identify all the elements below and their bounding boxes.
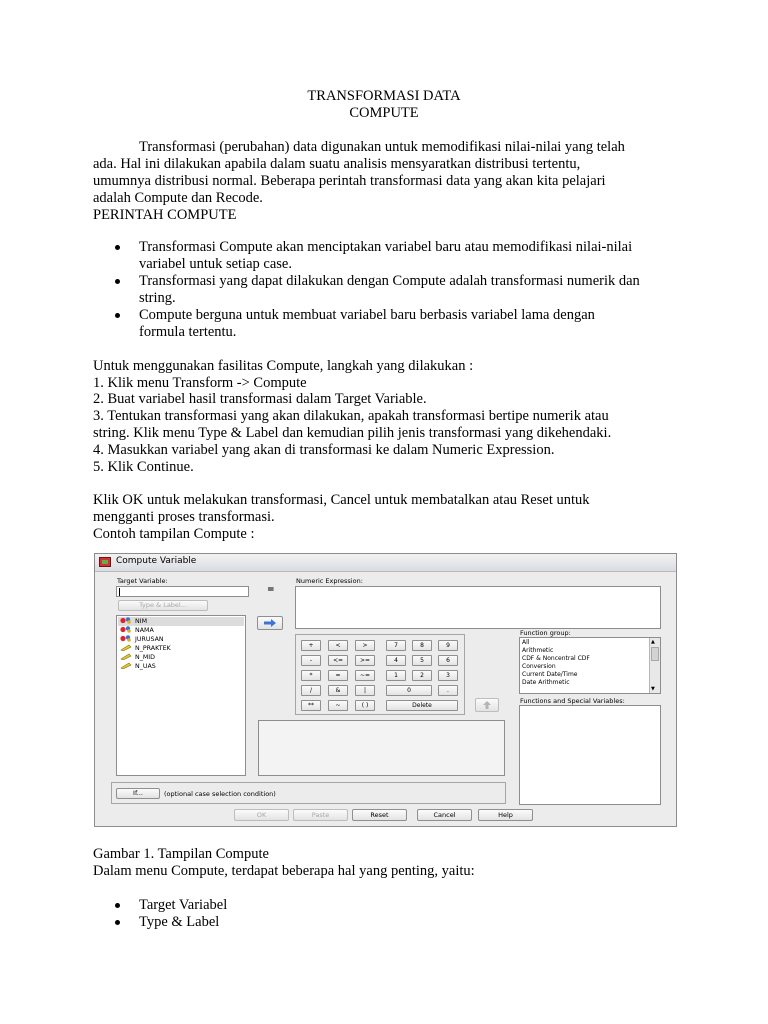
closing-line-1: Klik OK untuk melakukan transformasi, Cancel untuk membatalkan atau Reset untuk	[93, 492, 590, 508]
function-group-item[interactable]: Current Date/Time	[522, 671, 578, 678]
key-4[interactable]: 4	[386, 655, 406, 666]
key-decimal[interactable]: .	[438, 685, 458, 696]
text-cursor	[119, 588, 120, 596]
spss-app-icon	[99, 557, 111, 567]
page-title: TRANSFORMASI DATA	[307, 88, 461, 104]
function-group-item[interactable]: All	[522, 639, 530, 646]
key-5[interactable]: 5	[412, 655, 432, 666]
bullet-3-line-1: Compute berguna untuk membuat variabel baru berbasis variabel lama dengan	[139, 307, 595, 323]
key-greater-equal[interactable]: >=	[355, 655, 375, 666]
scroll-up-icon[interactable]: ▲	[651, 639, 655, 645]
bullet-2-line-2: string.	[139, 290, 176, 306]
bullet-dot	[115, 920, 120, 925]
variable-item[interactable]	[120, 644, 171, 653]
dialog-titlebar	[95, 554, 676, 572]
key-1[interactable]: 1	[386, 670, 406, 681]
step-3-line-2: string. Klik menu Type & Label dan kemudian pilih jenis transformasi yang dikehendaki.	[93, 425, 612, 441]
variable-item[interactable]	[120, 635, 164, 644]
bullet-dot	[115, 279, 120, 284]
intro-line-4: adalah Compute dan Recode.	[93, 190, 263, 206]
key-2[interactable]: 2	[412, 670, 432, 681]
key-less-equal[interactable]: <=	[328, 655, 348, 666]
variable-item[interactable]	[120, 653, 155, 662]
bullet-dot	[115, 903, 120, 908]
bullet-3-line-2: formula tertentu.	[139, 324, 237, 340]
key-or[interactable]: |	[355, 685, 375, 696]
closing-line-3: Contoh tampilan Compute :	[93, 526, 255, 542]
function-group-item[interactable]: CDF & Noncentral CDF	[522, 655, 590, 662]
type-label-button[interactable]: Type & Label...	[118, 600, 208, 611]
help-button[interactable]: Help	[478, 809, 533, 821]
key-9[interactable]: 9	[438, 640, 458, 651]
key-divide[interactable]: /	[301, 685, 321, 696]
variable-name: N_PRAKTEK	[135, 645, 171, 652]
key-not[interactable]: ~	[328, 700, 348, 711]
bullet-1-line-1: Transformasi Compute akan menciptakan variabel baru atau memodifikasi nilai-nilai	[139, 239, 633, 255]
bullet-dot	[115, 245, 120, 250]
scale-variable-icon	[120, 644, 132, 651]
key-minus[interactable]: -	[301, 655, 321, 666]
key-delete[interactable]: Delete	[386, 700, 458, 711]
if-caption: (optional case selection condition)	[164, 790, 276, 798]
numeric-expression-input[interactable]	[295, 586, 661, 629]
cancel-button[interactable]: Cancel	[417, 809, 472, 821]
step-3-line-1: 3. Tentukan transformasi yang akan dilakukan, apakah transformasi bertipe numerik atau	[93, 408, 609, 424]
key-multiply[interactable]: *	[301, 670, 321, 681]
final-bullet-2: Type & Label	[139, 914, 220, 930]
numeric-expression-label: Numeric Expression:	[296, 577, 363, 585]
function-group-item[interactable]: Conversion	[522, 663, 556, 670]
section-heading: PERINTAH COMPUTE	[93, 207, 237, 223]
insert-function-button[interactable]	[475, 698, 499, 712]
variable-list[interactable]	[116, 615, 246, 776]
move-variable-button[interactable]	[257, 616, 283, 630]
variable-name: JURUSAN	[135, 636, 164, 643]
step-4: 4. Masukkan variabel yang akan di transformasi ke dalam Numeric Expression.	[93, 442, 555, 458]
key-greater-than[interactable]: >	[355, 640, 375, 651]
key-8[interactable]: 8	[412, 640, 432, 651]
equals-sign: =	[267, 585, 275, 595]
nominal-variable-icon	[120, 635, 132, 642]
variable-item[interactable]	[120, 626, 154, 635]
key-7[interactable]: 7	[386, 640, 406, 651]
target-variable-label: Target Variable:	[117, 577, 168, 585]
figure-caption: Gambar 1. Tampilan Compute	[93, 846, 269, 862]
calculator-keypad	[295, 634, 465, 715]
key-power[interactable]: **	[301, 700, 321, 711]
function-description-area	[258, 720, 505, 776]
steps-intro: Untuk menggunakan fasilitas Compute, langkah yang dilakukan :	[93, 358, 474, 374]
if-button[interactable]: If...	[116, 788, 160, 799]
key-not-equal[interactable]: ~=	[355, 670, 375, 681]
after-caption: Dalam menu Compute, terdapat beberapa hal yang penting, yaitu:	[93, 863, 475, 879]
scale-variable-icon	[120, 662, 132, 669]
functions-label: Functions and Special Variables:	[520, 697, 625, 705]
step-2: 2. Buat variabel hasil transformasi dalam Target Variable.	[93, 391, 427, 407]
function-group-item[interactable]: Arithmetic	[522, 647, 554, 654]
function-group-scrollbar[interactable]	[649, 638, 660, 693]
intro-line-3: umumnya distribusi normal. Beberapa perintah transformasi data yang akan kita pelajari	[93, 173, 606, 189]
key-0[interactable]: 0	[386, 685, 432, 696]
reset-button[interactable]: Reset	[352, 809, 407, 821]
variable-name: NAMA	[135, 627, 154, 634]
bullet-2-line-1: Transformasi yang dapat dilakukan dengan Compute adalah transformasi numerik dan	[139, 273, 640, 289]
compute-variable-dialog	[94, 553, 677, 827]
intro-line-1: Transformasi (perubahan) data digunakan untuk memodifikasi nilai-nilai yang telah	[139, 139, 625, 155]
paste-button[interactable]: Paste	[293, 809, 348, 821]
nominal-variable-icon	[120, 617, 132, 624]
page-subtitle: COMPUTE	[349, 105, 419, 121]
function-group-label: Function group:	[520, 629, 571, 637]
if-condition-panel	[111, 782, 506, 804]
key-less-than[interactable]: <	[328, 640, 348, 651]
nominal-variable-icon	[120, 626, 132, 633]
ok-button[interactable]: OK	[234, 809, 289, 821]
key-and[interactable]: &	[328, 685, 348, 696]
target-variable-input[interactable]	[116, 586, 249, 597]
variable-item[interactable]	[120, 662, 156, 671]
closing-line-2: mengganti proses transformasi.	[93, 509, 275, 525]
up-arrow-icon	[482, 700, 492, 710]
intro-line-2: ada. Hal ini dilakukan apabila dalam suatu analisis mensyaratkan distribusi tertentu,	[93, 156, 581, 172]
variable-name: N_MID	[135, 654, 155, 661]
variable-item[interactable]	[120, 617, 147, 626]
dialog-title: Compute Variable	[116, 556, 197, 566]
key-plus[interactable]: +	[301, 640, 321, 651]
key-6[interactable]: 6	[438, 655, 458, 666]
right-arrow-icon	[263, 618, 277, 628]
key-equal[interactable]: =	[328, 670, 348, 681]
key-3[interactable]: 3	[438, 670, 458, 681]
scroll-down-icon[interactable]: ▼	[651, 686, 655, 692]
bullet-1-line-2: variabel untuk setiap case.	[139, 256, 292, 272]
scrollbar-thumb[interactable]	[651, 647, 659, 661]
variable-name: NIM	[135, 618, 148, 625]
function-group-item[interactable]: Date Arithmetic	[522, 679, 570, 686]
bullet-dot	[115, 313, 120, 318]
scale-variable-icon	[120, 653, 132, 660]
key-parentheses[interactable]: ( )	[355, 700, 375, 711]
step-5: 5. Klik Continue.	[93, 459, 194, 475]
step-1: 1. Klik menu Transform -> Compute	[93, 375, 307, 391]
variable-name: N_UAS	[135, 663, 156, 670]
final-bullet-1: Target Variabel	[139, 897, 228, 913]
functions-list[interactable]	[519, 705, 661, 805]
function-group-list[interactable]	[519, 637, 661, 694]
